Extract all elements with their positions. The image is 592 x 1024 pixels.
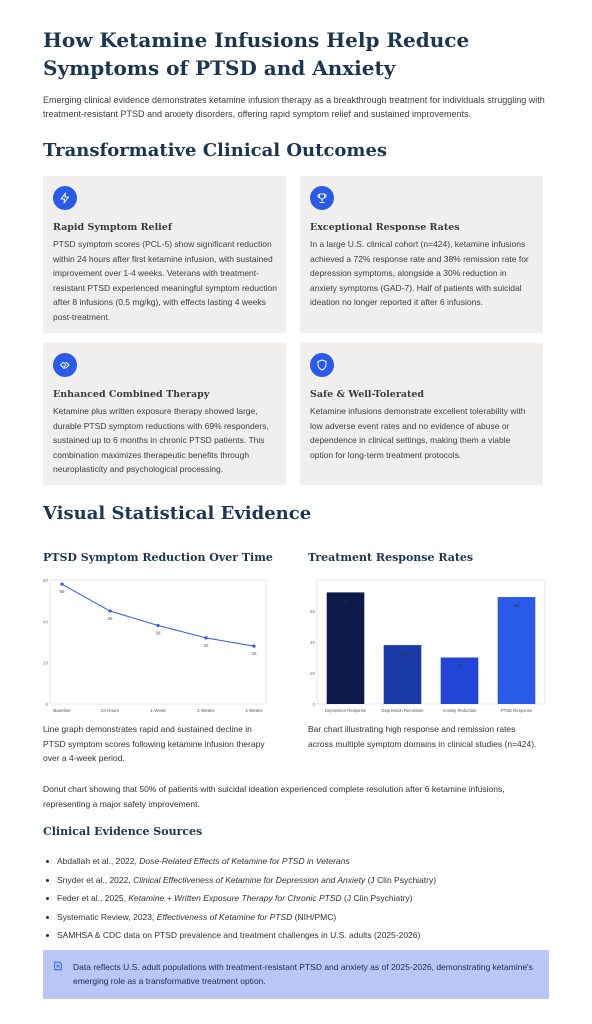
data-label: 38 [155,630,161,636]
list-item: Feder et al., 2025, Ketamine + Written Exposure Therapy for Chronic PTSD (J Clin Psychiatry) [43,889,553,908]
card-title: Rapid Symptom Relief [53,222,172,233]
card-rapid-relief [43,176,286,333]
x-tick-label: 2 Weeks [197,708,215,713]
data-label: 32 [203,642,209,648]
list-item: Systematic Review, 2023, Effectiveness of Ketamine for PTSD (NIH/PMC) [43,908,553,927]
x-tick-label: PTSD Response [500,708,533,713]
data-label: 45 [107,616,113,621]
sources-list [43,852,553,945]
data-label: 28 [251,651,257,657]
y-tick-label: 0 [312,702,315,707]
bar-chart-title: Treatment Response Rates [308,551,474,564]
line-chart [40,574,272,716]
card-text: Ketamine infusions demonstrate excellent tolerability with low adverse event rates and no evidence of abuse or dependence in clinical settings, making them a viable option for long-term treatment protocols. [310,406,526,460]
line-chart-caption: Line graph demonstrates rapid and sustained decline in PTSD symptom scores following ketamine infusion therapy over a 4-week period. [43,724,265,763]
note-icon [53,961,63,975]
list-item: Snyder et al., 2022, Clinical Effectiveness of Ketamine for Depression and Anxiety (J Clin Psychiatry) [43,871,553,890]
card-text: Ketamine plus written exposure therapy showed large, durable PTSD symptom reductions with 69% responders, sustained up to 6 months in chronic PTSD patients. This combination maximizes therapeutic benefits through neuroplasticity and psychological processing. [53,406,269,475]
shield-icon [310,353,334,377]
y-tick-label: 60 [309,609,315,614]
bar [327,592,365,704]
y-tick-label: 20 [309,671,315,676]
y-tick-label: 0 [45,702,48,707]
series-line [62,584,254,646]
card-title: Exceptional Response Rates [310,222,460,233]
data-point [60,583,63,586]
list-item: SAMHSA & CDC data on PTSD prevalence and treatment challenges in U.S. adults (2025-2026) [43,926,553,945]
lightning-icon [53,186,77,210]
x-tick-label: 24 Hours [100,708,120,713]
card-safe-tolerated [300,343,543,485]
y-tick-label: 40 [42,619,48,625]
bar-chart [305,574,550,716]
x-tick-label: 1 Week [150,708,166,713]
x-tick-label: Depression Response [324,708,367,713]
card-combined-therapy [43,343,286,485]
note-text: Data reflects U.S. adult populations with treatment-resistant PTSD and anxiety as of 2025-2026, demonstrating ketamine's emerging role as a transformative treatment option. [73,962,533,986]
y-tick-label: 40 [309,640,315,645]
card-text: PTSD symptom scores (PCL-5) show significant reduction within 24 hours after first ketamine infusion, with sustained improvement over 1-4 weeks. Veterans with treatment-resistant PTSD experienced meaningful symptom reduction after 8 infusions (0.5 mg/kg), with effects lasting 4 weeks post-treatment. [53,239,277,322]
card-title: Safe & Well-Tolerated [310,389,425,400]
bar-value-label: 72 [342,598,349,604]
outcomes-heading: Transformative Clinical Outcomes [43,140,388,161]
bar-value-label: 30 [456,663,463,669]
x-tick-label: Anxiety Reduction [442,708,477,713]
x-tick-label: 4 Weeks [245,708,263,713]
data-point [252,645,255,648]
plot-frame [50,580,266,704]
list-item: Abdallah et al., 2022, Dose-Related Effects of Ketamine for PTSD in Veterans [43,852,553,871]
card-response-rates [300,176,543,333]
data-label: 58 [59,589,65,595]
bar-chart-caption: Bar chart illustrating high response and remission rates across multiple symptom domains in clinical studies (n=424). [308,724,537,749]
data-point [204,636,207,639]
y-tick-label: 60 [42,578,48,583]
card-title: Enhanced Combined Therapy [53,389,210,400]
handshake-icon [53,353,77,377]
bar-value-label: 69 [513,603,520,609]
bar [498,597,536,704]
sources-heading: Clinical Evidence Sources [43,825,203,838]
x-tick-label: Baseline [53,708,71,713]
visual-heading: Visual Statistical Evidence [43,503,312,524]
data-point [108,609,111,612]
card-text: In a large U.S. clinical cohort (n=424), ketamine infusions achieved a 72% response rate and 38% remission rate for depression symptoms, alongside a 30% reduction in anxiety symptoms (GAD-7). Half of patients with suicidal ideation no longer reported it after 6 infusions. [310,239,529,308]
y-tick-label: 20 [42,660,48,666]
data-note [43,950,549,999]
data-point [156,624,159,627]
bar-value-label: 38 [399,651,406,657]
page-title: How Ketamine Infusions Help Reduce Symptoms of PTSD and Anxiety [43,28,470,80]
donut-caption: Donut chart showing that 50% of patients with suicidal ideation experienced complete resolution after 6 ketamine infusions, representing a major safety improvement. [43,784,505,809]
line-chart-title: PTSD Symptom Reduction Over Time [43,551,273,564]
x-tick-label: Depression Remission [381,708,424,713]
intro-paragraph: Emerging clinical evidence demonstrates ketamine infusion therapy as a breakthrough treatment for individuals struggling with treatment-resistant PTSD and anxiety disorders, offering rapid symptom relief and sustained improvements. [43,95,545,119]
trophy-icon [310,186,334,210]
